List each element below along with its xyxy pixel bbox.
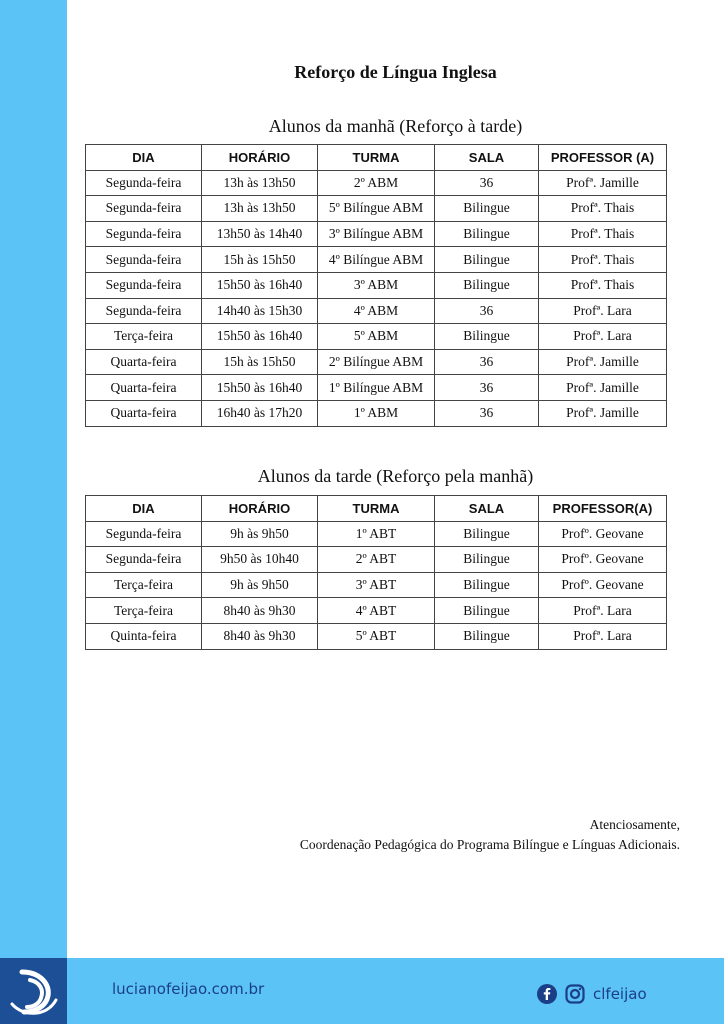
table-row <box>86 196 667 222</box>
cell-turma: 3º Bilíngue ABM <box>318 221 435 247</box>
cell-professor: Profª. Lara <box>539 623 667 649</box>
cell-turma: 1º ABM <box>318 400 435 426</box>
header-dia: DIA <box>86 496 202 522</box>
cell-professor: Profº. Geovane <box>539 547 667 573</box>
cell-professor: Profª. Jamille <box>539 375 667 401</box>
cell-turma: 5º ABM <box>318 324 435 350</box>
cell-turma: 3º ABT <box>318 572 435 598</box>
cell-turma: 4º Bilíngue ABM <box>318 247 435 273</box>
instagram-icon[interactable] <box>565 984 585 1004</box>
cell-dia: Quinta-feira <box>86 623 202 649</box>
logo-icon <box>0 958 67 1024</box>
table-row <box>86 272 667 298</box>
cell-sala: Bilingue <box>435 247 539 273</box>
cell-horario: 15h50 às 16h40 <box>202 324 318 350</box>
cell-sala: 36 <box>435 400 539 426</box>
website-link[interactable]: lucianofeijao.com.br <box>112 980 265 998</box>
cell-professor: Profª. Lara <box>539 324 667 350</box>
cell-sala: Bilingue <box>435 221 539 247</box>
cell-turma: 2º ABM <box>318 170 435 196</box>
table-row <box>86 623 667 649</box>
cell-turma: 5º Bilíngue ABM <box>318 196 435 222</box>
cell-sala: 36 <box>435 170 539 196</box>
cell-turma: 2º ABT <box>318 547 435 573</box>
cell-professor: Profº. Geovane <box>539 572 667 598</box>
cell-dia: Terça-feira <box>86 324 202 350</box>
header-sala: SALA <box>435 145 539 171</box>
cell-dia: Segunda-feira <box>86 547 202 573</box>
cell-sala: Bilingue <box>435 572 539 598</box>
morning-section-subtitle: Alunos da manhã (Reforço à tarde) <box>268 116 523 136</box>
cell-turma: 3º ABM <box>318 272 435 298</box>
cell-professor: Profº. Geovane <box>539 521 667 547</box>
header-turma: TURMA <box>318 145 435 171</box>
table-row <box>86 400 667 426</box>
cell-professor: Profª. Jamille <box>539 349 667 375</box>
header-professor: PROFESSOR(A) <box>539 496 667 522</box>
table-row <box>86 349 667 375</box>
cell-dia: Terça-feira <box>86 598 202 624</box>
afternoon-schedule-table <box>85 495 667 650</box>
cell-dia: Quarta-feira <box>86 349 202 375</box>
cell-professor: Profª. Jamille <box>539 400 667 426</box>
table-row <box>86 547 667 573</box>
cell-sala: Bilingue <box>435 521 539 547</box>
morning-schedule-table <box>85 144 667 427</box>
cell-dia: Quarta-feira <box>86 400 202 426</box>
social-handle[interactable]: clfeijao <box>593 985 647 1003</box>
cell-horario: 8h40 às 9h30 <box>202 598 318 624</box>
cell-dia: Segunda-feira <box>86 298 202 324</box>
cell-turma: 1º ABT <box>318 521 435 547</box>
cell-sala: 36 <box>435 375 539 401</box>
table-row <box>86 247 667 273</box>
cell-dia: Segunda-feira <box>86 272 202 298</box>
cell-dia: Segunda-feira <box>86 247 202 273</box>
table-row <box>86 572 667 598</box>
closing-signature <box>300 815 680 855</box>
cell-horario: 15h50 às 16h40 <box>202 375 318 401</box>
table-row <box>86 521 667 547</box>
cell-horario: 15h às 15h50 <box>202 247 318 273</box>
cell-turma: 1º Bilíngue ABM <box>318 375 435 401</box>
cell-horario: 9h50 às 10h40 <box>202 547 318 573</box>
cell-dia: Segunda-feira <box>86 196 202 222</box>
cell-professor: Profª. Lara <box>539 298 667 324</box>
table-row <box>86 221 667 247</box>
cell-turma: 2º Bilíngue ABM <box>318 349 435 375</box>
cell-horario: 14h40 às 15h30 <box>202 298 318 324</box>
cell-horario: 9h às 9h50 <box>202 572 318 598</box>
cell-dia: Segunda-feira <box>86 221 202 247</box>
header-sala: SALA <box>435 496 539 522</box>
closing-department: Coordenação Pedagógica do Programa Bilíngue e Línguas Adicionais. <box>299 837 680 852</box>
cell-professor: Profª. Thais <box>539 247 667 273</box>
cell-horario: 16h40 às 17h20 <box>202 400 318 426</box>
cell-horario: 13h às 13h50 <box>202 196 318 222</box>
cell-horario: 13h às 13h50 <box>202 170 318 196</box>
header-horario: HORÁRIO <box>202 145 318 171</box>
cell-professor: Profª. Thais <box>539 196 667 222</box>
table-row <box>86 324 667 350</box>
header-turma: TURMA <box>318 496 435 522</box>
cell-sala: Bilingue <box>435 324 539 350</box>
cell-sala: Bilingue <box>435 547 539 573</box>
cell-dia: Terça-feira <box>86 572 202 598</box>
cell-professor: Profª. Thais <box>539 272 667 298</box>
cell-horario: 15h50 às 16h40 <box>202 272 318 298</box>
cell-professor: Profª. Lara <box>539 598 667 624</box>
cell-horario: 8h40 às 9h30 <box>202 623 318 649</box>
cell-sala: Bilingue <box>435 598 539 624</box>
cell-sala: Bilingue <box>435 623 539 649</box>
cell-turma: 4º ABT <box>318 598 435 624</box>
closing-greeting: Atenciosamente, <box>589 817 680 832</box>
table-header-row <box>86 496 667 522</box>
cell-sala: Bilingue <box>435 272 539 298</box>
table-header-row <box>86 145 667 171</box>
cell-dia: Segunda-feira <box>86 170 202 196</box>
table-row <box>86 375 667 401</box>
cell-dia: Segunda-feira <box>86 521 202 547</box>
cell-turma: 5º ABT <box>318 623 435 649</box>
table-row <box>86 598 667 624</box>
left-accent-bar <box>0 0 67 958</box>
facebook-icon[interactable] <box>537 984 557 1004</box>
header-horario: HORÁRIO <box>202 496 318 522</box>
table-row <box>86 298 667 324</box>
cell-turma: 4º ABM <box>318 298 435 324</box>
afternoon-section-subtitle: Alunos da tarde (Reforço pela manhã) <box>257 466 534 486</box>
document-title: Reforço de Língua Inglesa <box>294 62 497 82</box>
cell-horario: 15h às 15h50 <box>202 349 318 375</box>
cell-sala: 36 <box>435 298 539 324</box>
header-dia: DIA <box>86 145 202 171</box>
cell-horario: 9h às 9h50 <box>202 521 318 547</box>
footer-bar <box>0 958 724 1024</box>
cell-professor: Profª. Thais <box>539 221 667 247</box>
header-professor: PROFESSOR (A) <box>539 145 667 171</box>
table-row <box>86 170 667 196</box>
cell-sala: Bilingue <box>435 196 539 222</box>
cell-dia: Quarta-feira <box>86 375 202 401</box>
social-links <box>537 984 647 1004</box>
cell-horario: 13h50 às 14h40 <box>202 221 318 247</box>
cell-sala: 36 <box>435 349 539 375</box>
cell-professor: Profª. Jamille <box>539 170 667 196</box>
